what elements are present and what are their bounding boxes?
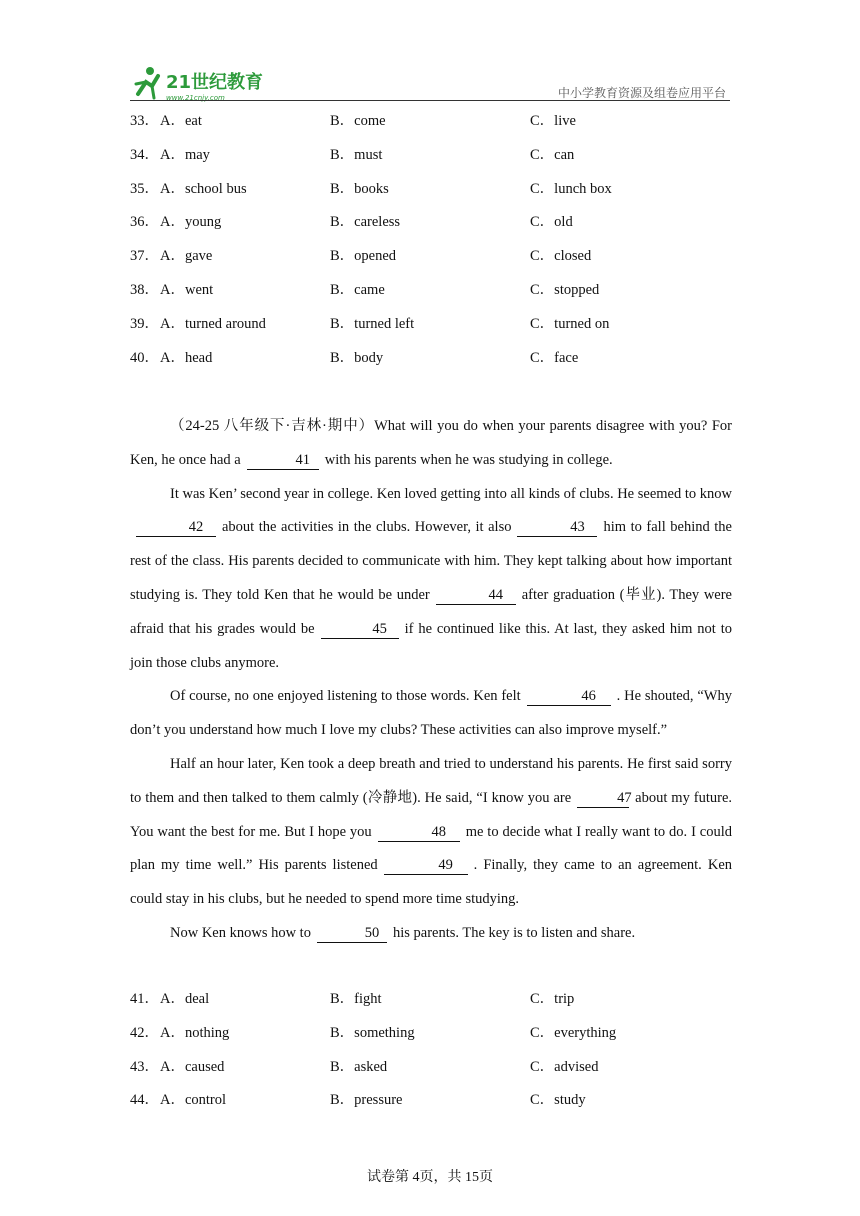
21cnjy-logo (130, 64, 280, 104)
passage-paragraph-2: It was Ken’ second year in college. Ken loved getting into all kinds of clubs. He seemed to know42 about the activities in the clubs. However, it also 43 him to fall behind the rest of the class. His parents decided to communicate with him. They kept talking about how important studying is. They told Ken that he would be under 44 after graduation (毕业). They were afraid that his grades would be 45 if he continued like this. At last, they asked him not to join those clubs anymore. (130, 485, 732, 671)
option-c: C．lunch box (530, 180, 612, 197)
blank-47: 47 (577, 789, 629, 808)
option-c: C．closed (530, 248, 592, 265)
question-number: 39． (130, 315, 159, 332)
question-number: 44． (130, 1092, 159, 1109)
header-divider (130, 100, 730, 101)
option-c: C．old (530, 214, 573, 231)
option-a: A．eat (160, 113, 202, 129)
option-a: A．school bus (160, 180, 247, 197)
question-number: 33． (130, 113, 159, 129)
page-header (130, 60, 730, 104)
option-b: B．turned left (330, 315, 415, 332)
option-a: A．deal (160, 991, 210, 1007)
question-40-options (130, 342, 730, 376)
blank-46: 46 (527, 687, 611, 706)
option-b: B．come (330, 113, 386, 129)
passage-paragraph-3: Of course, no one enjoyed listening to those words. Ken felt 46 . He shouted, “Why don’t you understand how much I love my clubs? These activities can also improve myself.” (130, 688, 732, 739)
option-a: A．went (160, 281, 214, 298)
logo-text: 21世纪教育 (166, 72, 264, 93)
blank-49: 49 (384, 856, 468, 875)
option-a: A．may (160, 146, 210, 163)
passage-paragraph-4: Half an hour later, Ken took a deep breath and tried to understand his parents. He first said sorry to them and then talked to them calmly (冷静地). He said, “I know you are 47 about my future. You want the best for me. But I hope you 48 me to decide what I really want to do. I could plan my time well.” His parents listened 49 . Finally, they came to an agreement. Ken could stay in his clubs, but he needed to spend more time studying. (130, 755, 733, 908)
question-number: 40． (130, 349, 159, 366)
option-b: B．must (330, 146, 383, 163)
page-footer: 试卷第 4页，共 15页 (367, 1170, 493, 1185)
question-number: 41． (130, 991, 159, 1007)
blank-44: 44 (436, 586, 516, 605)
question-43-options (130, 1051, 730, 1085)
question-36-options (130, 206, 730, 240)
question-number: 42． (130, 1024, 159, 1041)
option-c: C．everything (530, 1024, 617, 1041)
option-a: A．nothing (160, 1024, 230, 1041)
option-a: A．gave (160, 248, 213, 265)
question-41-options (130, 983, 730, 1017)
option-c: C．can (530, 146, 575, 163)
question-number: 36． (130, 214, 159, 231)
blank-48: 48 (378, 823, 460, 842)
option-c: C．turned on (530, 315, 610, 332)
passage-paragraph-1: （24-25 八年级下·吉林·期中）What will you do when your parents disagree with you? For Ken, he once had a 41 with his parents when he was studying in college. (130, 418, 732, 468)
option-b: B．careless (330, 214, 401, 231)
option-c: C．trip (530, 991, 575, 1007)
option-a: A．young (160, 214, 222, 231)
question-number: 43． (130, 1058, 159, 1075)
question-42-options (130, 1017, 730, 1051)
option-b: B．books (330, 180, 389, 197)
option-b: B．came (330, 281, 385, 298)
question-number: 35． (130, 180, 159, 197)
options-list-bottom (130, 983, 730, 1118)
question-44-options (130, 1084, 730, 1118)
option-b: B．something (330, 1024, 415, 1041)
cloze-passage (130, 410, 732, 951)
options-list-top (130, 105, 730, 375)
blank-50: 50 (317, 924, 387, 943)
question-37-options (130, 240, 730, 274)
question-number: 38． (130, 281, 159, 298)
option-c: C．face (530, 349, 579, 366)
passage-paragraph-5: Now Ken knows how to 50 his parents. The key is to listen and share. (170, 924, 636, 941)
option-b: B．body (330, 349, 384, 366)
blank-43: 43 (517, 518, 597, 537)
question-number: 34． (130, 146, 159, 163)
option-a: A．turned around (160, 315, 266, 332)
option-b: B．pressure (330, 1092, 403, 1109)
option-b: B．fight (330, 991, 382, 1007)
option-c: C．stopped (530, 281, 600, 298)
question-38-options (130, 274, 730, 308)
option-b: B．opened (330, 248, 397, 265)
blank-45: 45 (321, 620, 399, 639)
option-a: A．caused (160, 1058, 225, 1075)
blank-41: 41 (247, 451, 319, 470)
question-33-options (130, 105, 730, 139)
option-b: B．asked (330, 1058, 388, 1075)
question-number: 37． (130, 248, 159, 265)
blank-42: 42 (136, 518, 216, 537)
platform-name: 中小学教育资源及组卷应用平台 (557, 86, 726, 100)
option-c: C．live (530, 113, 576, 129)
question-34-options (130, 139, 730, 173)
option-c: C．study (530, 1092, 586, 1109)
question-39-options (130, 308, 730, 342)
logo-url: www.21cnjy.com (166, 94, 225, 102)
option-a: A．control (160, 1092, 227, 1109)
option-c: C．advised (530, 1058, 599, 1075)
option-a: A．head (160, 349, 213, 366)
question-35-options (130, 173, 730, 207)
